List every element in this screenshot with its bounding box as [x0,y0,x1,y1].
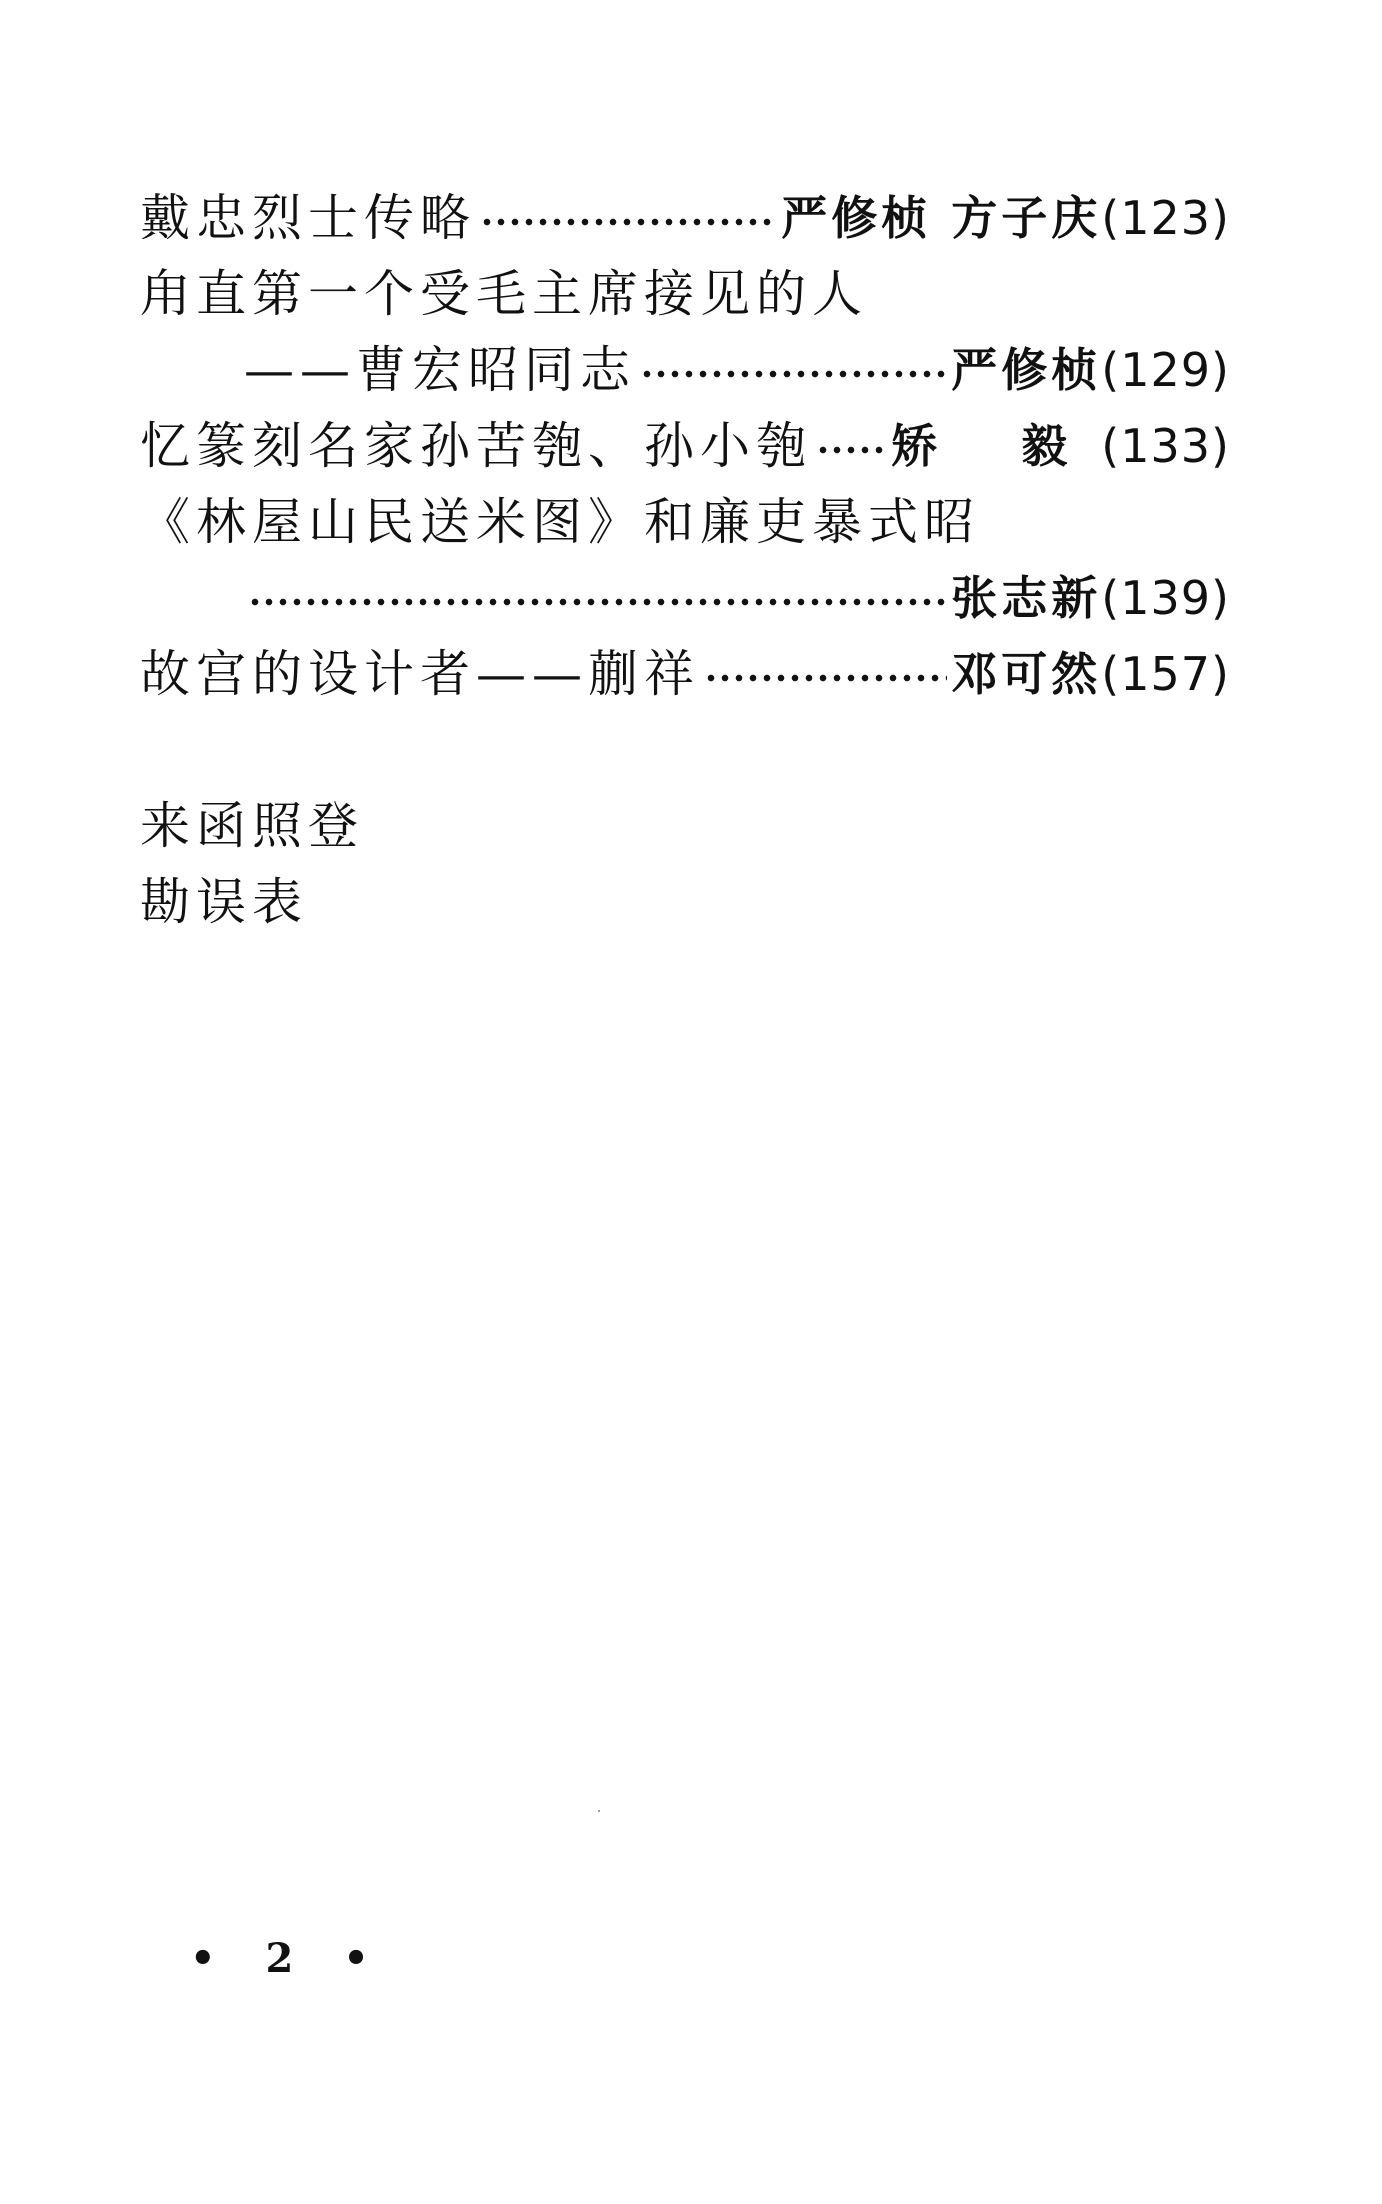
table-of-contents [140,180,1230,940]
toc-entry[interactable] [140,180,1230,256]
dot-leader [248,596,947,608]
toc-entry-page: (133) [1101,419,1230,473]
toc-entry[interactable] [140,788,1230,864]
toc-entry-page: (123) [1101,191,1230,245]
toc-entry-title: 故宫的设计者——蒯祥 [140,645,700,703]
toc-entry-title: 戴忠烈士传略 [140,189,476,247]
toc-entry[interactable] [140,636,1230,712]
toc-entry-author: 邓可然 [951,647,1102,701]
toc-entry-page: (157) [1101,647,1230,701]
toc-entry-title: 来函照登 [140,797,364,855]
toc-entry[interactable] [140,864,1230,940]
toc-entry-author: 严修桢 方子庆 [781,191,1102,245]
toc-entry-title: 勘误表 [140,873,308,931]
toc-entry-title: 《林屋山民送米图》和廉吏暴式昭 [140,493,980,551]
page-number: • 2 • [190,1935,387,1982]
dot-leader [816,444,887,456]
toc-entry-author: 矫 毅 [891,419,1102,473]
toc-entry[interactable] [140,256,1230,332]
toc-entry-page: (129) [1101,343,1230,397]
dot-leader [640,368,947,380]
dot-leader [480,216,777,228]
toc-entry-author: 严修桢 [951,343,1102,397]
toc-entry-continuation[interactable] [140,560,1230,636]
toc-entry-subtitle: ——曹宏昭同志 [244,341,636,399]
toc-entry-author: 张志新 [951,571,1102,625]
dot-leader [704,672,947,684]
toc-entry-title: 甪直第一个受毛主席接见的人 [140,265,868,323]
section-gap [140,712,1230,788]
toc-entry-title: 忆篆刻名家孙苦匏、孙小匏 [140,417,812,475]
toc-entry-page: (139) [1101,571,1230,625]
scan-speck [598,1810,600,1812]
toc-entry[interactable] [140,408,1230,484]
toc-entry[interactable] [140,484,1230,560]
toc-entry-continuation[interactable] [140,332,1230,408]
